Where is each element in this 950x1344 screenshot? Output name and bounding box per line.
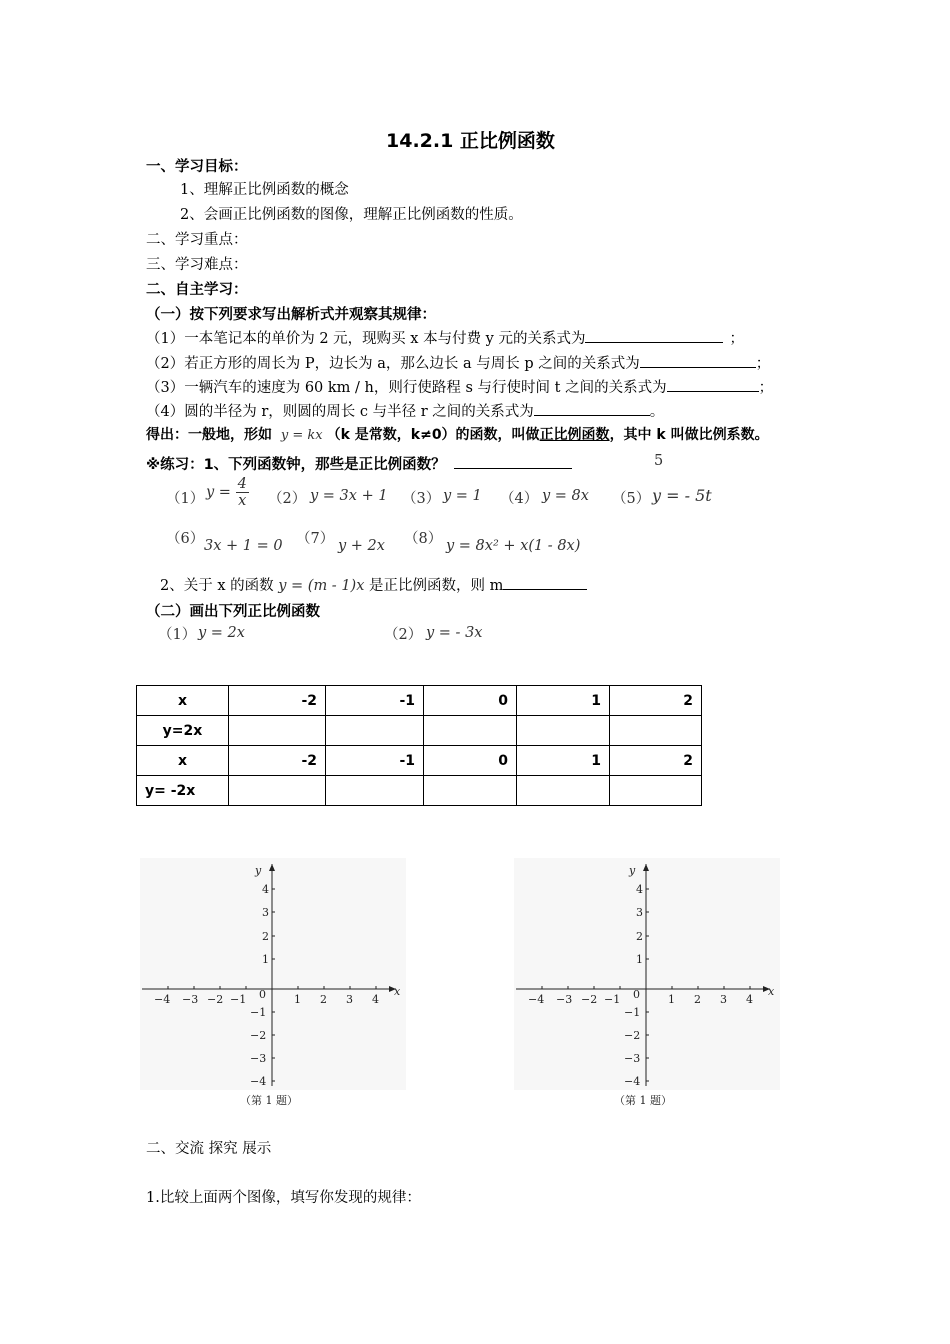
part1-heading: （一）按下列要求写出解析式并观察其规律： — [146, 307, 436, 323]
grid-1-caption: （第 1 题） — [240, 1094, 298, 1107]
draw-function-2: y = - 3x — [426, 625, 483, 641]
y-tick-label: 3 — [636, 906, 643, 919]
table-cell: 1 — [517, 686, 610, 716]
x-tick-label: 4 — [372, 993, 379, 1006]
question-2 — [146, 352, 770, 373]
option-8-expr: y = 8x² + x(1 - 8x) — [446, 538, 581, 554]
table-header-cell: x — [137, 686, 229, 716]
grid-2-background — [514, 858, 780, 1090]
coordinate-grid-2[interactable] — [514, 858, 780, 1110]
table-header-cell: x — [137, 746, 229, 776]
option-5-expr: y = - 5t — [652, 486, 712, 505]
y-tick-label: −3 — [624, 1052, 641, 1065]
x-tick-label: −1 — [230, 993, 247, 1006]
x-tick-label: −1 — [604, 993, 621, 1006]
practice-q2-blank[interactable] — [503, 575, 587, 590]
table-input-cell[interactable] — [326, 716, 424, 746]
table-cell: -1 — [326, 746, 424, 776]
practice-q2-suffix: 是正比例函数，则 m — [369, 578, 504, 594]
page-title: 14.2.1 正比例函数 — [386, 130, 555, 152]
table-cell: -2 — [229, 686, 326, 716]
y-tick-label: −1 — [624, 1006, 641, 1019]
question-4 — [146, 400, 664, 421]
y-tick-label: 1 — [262, 953, 269, 966]
table-row — [137, 776, 702, 806]
practice-number: 5 — [654, 453, 664, 469]
option-1-fraction — [236, 476, 249, 509]
table-input-cell[interactable] — [229, 776, 326, 806]
y-tick-label: −2 — [624, 1029, 641, 1042]
table-cell: 2 — [610, 686, 702, 716]
table-input-cell[interactable] — [326, 776, 424, 806]
y-tick-label: −3 — [250, 1052, 267, 1065]
option-4-expr: y = 8x — [542, 488, 589, 504]
grid-1-origin: 0 — [259, 988, 266, 1001]
draw-function-1-index: （1） — [158, 627, 197, 643]
option-5-index: （5） — [612, 491, 651, 507]
table-header-cell: y= -2x — [137, 776, 229, 806]
option-2-index: （2） — [268, 491, 307, 507]
goal-item-2: 2、会画正比例函数的图像，理解正比例函数的性质。 — [180, 207, 523, 223]
draw-function-2-index: （2） — [384, 627, 423, 643]
table-cell: 2 — [610, 746, 702, 776]
y-tick-label: 4 — [262, 883, 269, 896]
conclusion-suffix: ，其中 k 叫做比例系数。 — [609, 427, 769, 443]
grid-1-y-label: y — [255, 864, 262, 877]
practice-answer-blank[interactable] — [454, 454, 572, 469]
table-cell: -2 — [229, 746, 326, 776]
question-1-end: ； — [729, 331, 744, 347]
table-row — [137, 686, 702, 716]
x-tick-label: 2 — [694, 993, 701, 1006]
option-1-denominator: x — [238, 493, 247, 509]
table-cell: 1 — [517, 746, 610, 776]
practice-question-2 — [160, 574, 587, 595]
option-3-expr: y = 1 — [443, 488, 482, 504]
table-row — [137, 746, 702, 776]
answer-blank-1[interactable] — [585, 328, 723, 343]
x-tick-label: 2 — [320, 993, 327, 1006]
table-input-cell[interactable] — [424, 776, 517, 806]
section-heading-difficulties: 三、学习难点： — [146, 257, 248, 273]
value-table — [136, 685, 702, 806]
option-6-expr: 3x + 1 = 0 — [204, 538, 283, 554]
question-2-end: ； — [755, 356, 771, 372]
grid-1-background — [140, 858, 406, 1090]
practice-question-1 — [146, 453, 572, 474]
option-1-expr — [206, 476, 249, 509]
table-cell: 0 — [424, 686, 517, 716]
y-tick-label: −1 — [250, 1006, 267, 1019]
option-6-index: （6） — [166, 531, 205, 547]
x-tick-label: 3 — [346, 993, 353, 1006]
conclusion-prefix: 得出：一般地，形如 — [146, 427, 272, 443]
question-1 — [146, 327, 744, 348]
question-3-text: （3）一辆汽车的速度为 60 km / h，则行使路程 s 与行使时间 t 之间的关系式为 — [146, 380, 667, 396]
table-input-cell[interactable] — [517, 716, 610, 746]
table-input-cell[interactable] — [610, 716, 702, 746]
section-heading-keypoints: 二、学习重点： — [146, 232, 248, 248]
x-tick-label: 1 — [294, 993, 301, 1006]
x-tick-label: 4 — [746, 993, 753, 1006]
question-2-text: （2）若正方形的周长为 P，边长为 a，那么边长 a 与周长 p 之间的关系式为 — [146, 356, 640, 372]
option-8-index: （8） — [404, 531, 443, 547]
conclusion — [146, 424, 769, 444]
option-3-index: （3） — [402, 491, 441, 507]
x-tick-label: 3 — [720, 993, 727, 1006]
table-cell: -1 — [326, 686, 424, 716]
answer-blank-3[interactable] — [667, 377, 759, 392]
answer-blank-4[interactable] — [534, 401, 650, 416]
grid-2-origin: 0 — [633, 988, 640, 1001]
practice-q2-formula: y = (m - 1)x — [278, 578, 365, 594]
section-heading-goals: 一、学习目标： — [146, 159, 248, 175]
x-tick-label: 1 — [668, 993, 675, 1006]
part2-heading: （二）画出下列正比例函数 — [146, 604, 320, 620]
grid-2-x-label: x — [768, 985, 775, 998]
grid-2-caption: （第 1 题） — [614, 1094, 672, 1107]
question-4-text: （4）圆的半径为 r，则圆的周长 c 与半径 r 之间的关系式为 — [146, 404, 534, 420]
x-tick-label: −4 — [528, 993, 545, 1006]
option-1-numerator: 4 — [237, 476, 247, 492]
option-4-index: （4） — [500, 491, 539, 507]
table-input-cell[interactable] — [424, 716, 517, 746]
question-4-end: 。 — [649, 404, 665, 420]
answer-blank-2[interactable] — [640, 353, 756, 368]
coordinate-grid-1[interactable] — [140, 858, 406, 1110]
conclusion-term: 正比例函数 — [539, 427, 610, 443]
y-tick-label: 4 — [636, 883, 643, 896]
x-tick-label: −2 — [207, 993, 224, 1006]
table-input-cell[interactable] — [610, 776, 702, 806]
x-tick-label: −3 — [556, 993, 573, 1006]
table-row — [137, 716, 702, 746]
y-tick-label: −4 — [250, 1075, 267, 1088]
grid-2-y-label: y — [629, 864, 636, 877]
table-header-cell: y=2x — [137, 716, 229, 746]
practice-label: ※练习：1、下列函数钟，那些是正比例函数？ — [146, 457, 446, 473]
conclusion-middle: （k 是常数，k≠0）的函数，叫做 — [326, 427, 540, 443]
x-tick-label: −3 — [182, 993, 199, 1006]
table-input-cell[interactable] — [517, 776, 610, 806]
section-heading-exchange: 二、交流 探究 展示 — [146, 1141, 272, 1157]
grid-1-x-label: x — [394, 985, 401, 998]
practice-q2-prefix: 2、关于 x 的函数 — [160, 578, 274, 594]
option-7-expr: y + 2x — [338, 538, 385, 554]
table-input-cell[interactable] — [229, 716, 326, 746]
option-1-index: （1） — [166, 491, 205, 507]
y-tick-label: 3 — [262, 906, 269, 919]
y-tick-label: 2 — [262, 930, 269, 943]
y-tick-label: 2 — [636, 930, 643, 943]
goal-item-1: 1、理解正比例函数的概念 — [180, 182, 349, 198]
option-1-lhs: y = — [206, 484, 231, 501]
conclusion-formula: y = kx — [280, 428, 323, 443]
section-heading-selfstudy: 二、自主学习： — [146, 282, 248, 298]
question-1-text: （1）一本笔记本的单价为 2 元，现购买 x 本与付费 y 元的关系式为 — [146, 331, 586, 347]
y-tick-label: 1 — [636, 953, 643, 966]
y-tick-label: −2 — [250, 1029, 267, 1042]
table-cell: 0 — [424, 746, 517, 776]
question-3-end: ； — [758, 380, 774, 396]
x-tick-label: −4 — [154, 993, 171, 1006]
option-2-expr: y = 3x + 1 — [310, 488, 388, 504]
y-tick-label: −4 — [624, 1075, 641, 1088]
compare-question: 1.比较上面两个图像，填写你发现的规律： — [146, 1190, 421, 1206]
draw-function-1: y = 2x — [198, 625, 245, 641]
option-7-index: （7） — [296, 531, 335, 547]
x-tick-label: −2 — [581, 993, 598, 1006]
question-3 — [146, 376, 773, 397]
